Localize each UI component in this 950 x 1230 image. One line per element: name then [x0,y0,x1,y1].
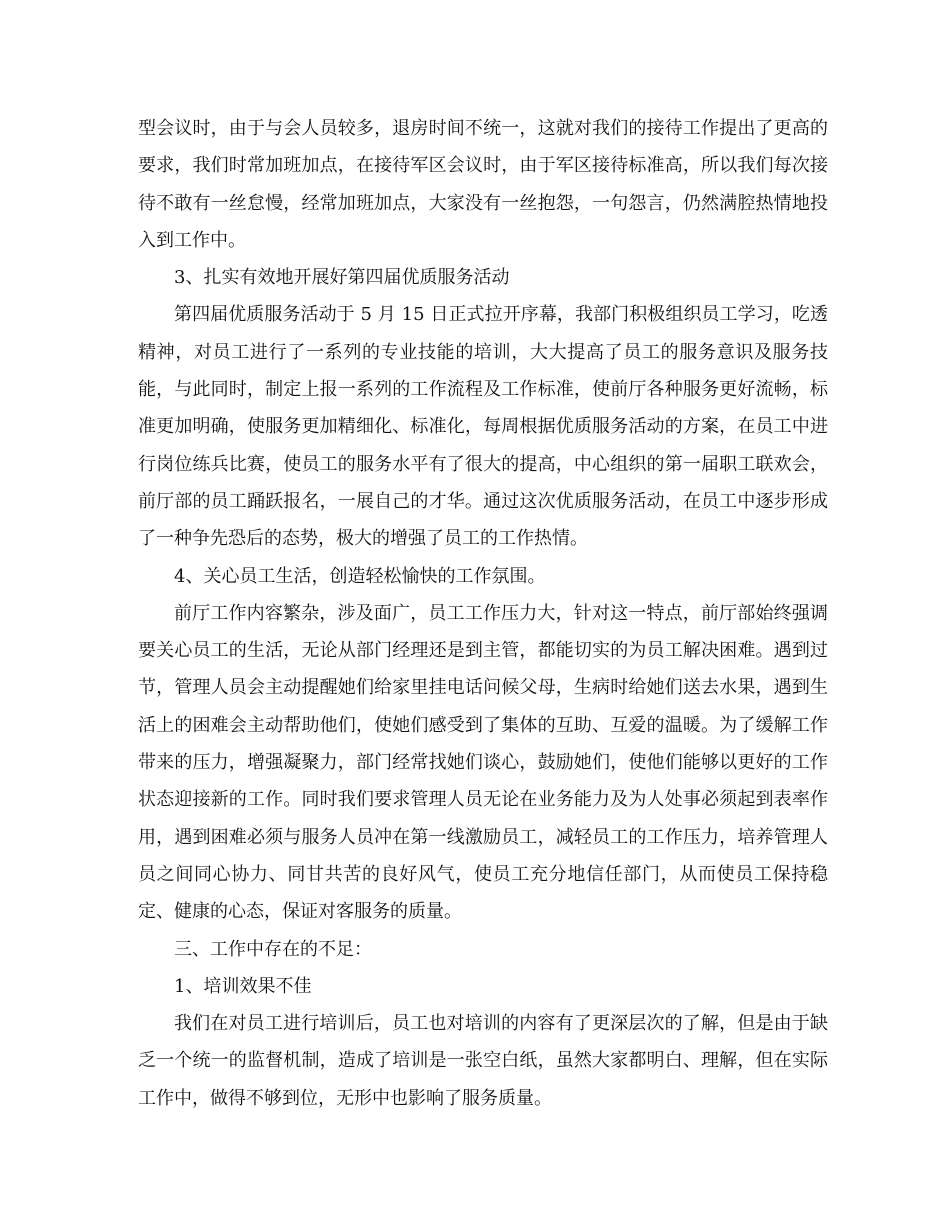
document-body [138,110,828,1117]
section-heading-training: 1、培训效果不佳 [174,975,312,997]
paragraph-service-activity: 第四届优质服务活动于 5 月 15 日正式拉开序幕，我部门积极组织员工学习，吃透精神，对员工进行了一系列的专业技能的培训，大大提高了员工的服务意识及服务技能，与此同时，制定上报一系列的工作流程及工作标准，使前厅各种服务更好流畅，标准更加明确，使服务更加精细化、标准化，每周根据优质服务活动的方案，在员工中进行岗位练兵比赛，使员工的服务水平有了很大的提高，中心组织的第一届职工联欢会，前厅部的员工踊跃报名，一展自己的才华。通过这次优质服务活动，在员工中逐步形成了一种争先恐后的态势，极大的增强了员工的工作热情。 [138,304,828,550]
paragraph-employee-care: 前厅工作内容繁杂，涉及面广，员工工作压力大，针对这一特点，前厅部始终强调要关心员工的生活，无论从部门经理还是到主管，都能切实的为员工解决困难。遇到过节，管理人员会主动提醒她们给家里挂电话问候父母，生病时给她们送去水果，遇到生活上的困难会主动帮助他们，使她们感受到了集体的互助、互爱的温暖。为了缓解工作带来的压力，增强凝聚力，部门经常找她们谈心，鼓励她们，使他们能够以更好的工作状态迎接新的工作。同时我们要求管理人员无论在业务能力及为人处事必须起到表率作用，遇到困难必须与服务人员冲在第一线激励员工，减轻员工的工作压力，培养管理人员之间同心协力、同甘共苦的良好风气，使员工充分地信任部门，从而使员工保持稳定、健康的心态，保证对客服务的质量。 [138,602,828,923]
paragraph-continuation: 型会议时，由于与会人员较多，退房时间不统一，这就对我们的接待工作提出了更高的要求，我们时常加班加点，在接待军区会议时，由于军区接待标准高，所以我们每次接待不敢有一丝怠慢，经常加班加点，大家没有一丝抱怨，一句怨言，仍然满腔热情地投入到工作中。 [138,118,828,251]
section-heading-3: 3、扎实有效地开展好第四届优质服务活动 [174,267,510,289]
paragraph-training-effect: 我们在对员工进行培训后，员工也对培训的内容有了更深层次的了解，但是由于缺乏一个统一的监督机制，造成了培训是一张空白纸，虽然大家都明白、理解，但在实际工作中，做得不够到位，无形中也影响了服务质量。 [138,1013,828,1109]
chapter-heading-shortcomings: 三、工作中存在的不足： [174,938,372,960]
section-heading-4: 4、关心员工生活，创造轻松愉快的工作氛围。 [174,565,546,587]
